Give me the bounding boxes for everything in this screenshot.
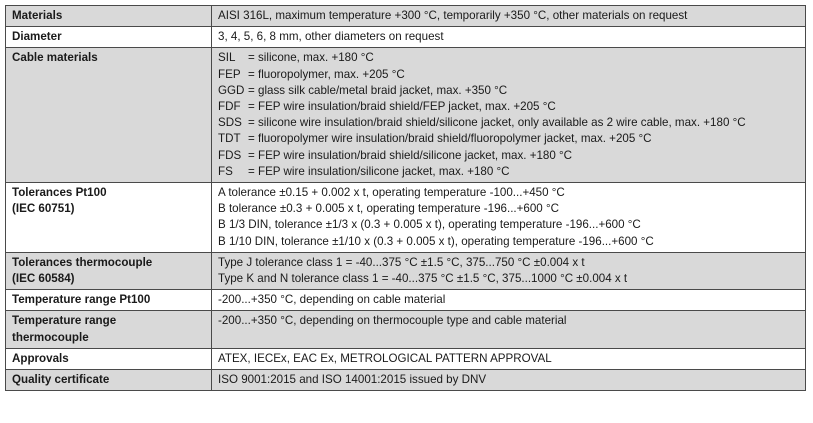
- value-line: ATEX, IECEx, EAC Ex, METROLOGICAL PATTERN APPROVAL: [218, 351, 552, 365]
- row-label-quality-certificate: [6, 370, 212, 391]
- value-line: ISO 9001:2015 and ISO 14001:2015 issued by DNV: [218, 373, 487, 387]
- row-value-approvals: [212, 348, 806, 369]
- row-label-diameter: [6, 27, 212, 48]
- label-line: thermocouple: [12, 330, 89, 344]
- cable-material-item: [218, 148, 801, 164]
- label-line: Temperature range Pt100: [12, 293, 151, 307]
- table-row-quality-certificate: [6, 370, 806, 391]
- cable-material-desc: = FEP wire insulation/silicone jacket, max. +180 °C: [248, 164, 510, 178]
- row-value-diameter: [212, 27, 806, 48]
- value-line: -200...+350 °C, depending on cable material: [218, 293, 446, 307]
- row-value-temperature-range-thermocouple: [212, 311, 806, 348]
- cable-material-code: TDT: [218, 132, 241, 146]
- table-row-approvals: [6, 348, 806, 369]
- row-value-tolerances-thermocouple: [212, 252, 806, 289]
- cable-material-code: FDS: [218, 148, 242, 162]
- cable-material-desc: = silicone wire insulation/braid shield/silicone jacket, only available as 2 wire cable, max. +180 °C: [248, 116, 746, 130]
- cable-material-item: [218, 83, 801, 99]
- cable-material-item: [218, 50, 801, 66]
- label-line: Approvals: [12, 351, 69, 365]
- label-line: (IEC 60584): [12, 272, 75, 286]
- row-label-approvals: [6, 348, 212, 369]
- cable-material-item: [218, 99, 801, 115]
- row-label-temperature-range-thermocouple: [6, 311, 212, 348]
- value-line: B 1/3 DIN, tolerance ±1/3 x (0.3 + 0.005 x t), operating temperature -196...+600 °C: [218, 218, 641, 232]
- cable-material-item: [218, 131, 801, 147]
- cable-material-item: [218, 115, 801, 131]
- value-line: B 1/10 DIN, tolerance ±1/10 x (0.3 + 0.005 x t), operating temperature -196...+600 °C: [218, 234, 654, 248]
- label-line: Cable materials: [12, 51, 98, 65]
- value-line: Type J tolerance class 1 = -40...375 °C ±1.5 °C, 375...750 °C ±0.004 x t: [218, 255, 585, 269]
- row-label-tolerances-pt100: [6, 183, 212, 253]
- cable-material-item: [218, 67, 801, 83]
- value-line: B tolerance ±0.3 + 0.005 x t, operating temperature -196...+600 °C: [218, 202, 559, 216]
- row-value-tolerances-pt100: [212, 183, 806, 253]
- label-line: Temperature range: [12, 314, 117, 328]
- table-row-temperature-range-pt100: [6, 290, 806, 311]
- cable-material-code: FDF: [218, 100, 241, 114]
- table-row-tolerances-pt100: [6, 183, 806, 253]
- cable-material-code: SIL: [218, 51, 236, 65]
- row-label-tolerances-thermocouple: [6, 252, 212, 289]
- spec-table-container: [5, 5, 805, 391]
- cable-material-desc: = fluoropolymer wire insulation/braid shield/fluoropolymer jacket, max. +205 °C: [248, 132, 652, 146]
- row-value-quality-certificate: [212, 370, 806, 391]
- row-value-temperature-range-pt100: [212, 290, 806, 311]
- label-line: Diameter: [12, 30, 62, 44]
- label-line: Tolerances Pt100: [12, 186, 107, 200]
- value-line: AISI 316L, maximum temperature +300 °C, temporarily +350 °C, other materials on request: [218, 9, 688, 22]
- cable-material-code: GGD: [218, 83, 245, 97]
- label-line: Materials: [12, 9, 63, 22]
- table-row-cable-materials: [6, 48, 806, 183]
- value-line: -200...+350 °C, depending on thermocouple type and cable material: [218, 314, 567, 328]
- cable-material-code: SDS: [218, 116, 242, 130]
- specification-table: [5, 5, 806, 391]
- table-row-materials: [6, 6, 806, 27]
- label-line: Tolerances thermocouple: [12, 255, 153, 269]
- row-label-temperature-range-pt100: [6, 290, 212, 311]
- cable-material-code: FS: [218, 164, 233, 178]
- label-line: Quality certificate: [12, 373, 110, 387]
- cable-material-desc: = fluoropolymer, max. +205 °C: [248, 67, 405, 81]
- value-line: A tolerance ±0.15 + 0.002 x t, operating temperature -100...+450 °C: [218, 186, 565, 200]
- cable-material-desc: = FEP wire insulation/braid shield/silicone jacket, max. +180 °C: [248, 148, 573, 162]
- row-value-cable-materials: [212, 48, 806, 183]
- value-line: Type K and N tolerance class 1 = -40...375 °C ±1.5 °C, 375...1000 °C ±0.004 x t: [218, 272, 628, 286]
- cable-material-item: [218, 164, 801, 180]
- row-value-materials: [212, 6, 806, 27]
- cable-material-desc: = FEP wire insulation/braid shield/FEP jacket, max. +205 °C: [248, 100, 556, 114]
- label-line: (IEC 60751): [12, 202, 75, 216]
- row-label-materials: [6, 6, 212, 27]
- cable-material-desc: = glass silk cable/metal braid jacket, max. +350 °C: [248, 83, 508, 97]
- cable-material-code: FEP: [218, 67, 241, 81]
- value-line: 3, 4, 5, 6, 8 mm, other diameters on request: [218, 30, 444, 44]
- table-row-tolerances-thermocouple: [6, 252, 806, 289]
- row-label-cable-materials: [6, 48, 212, 183]
- cable-material-desc: = silicone, max. +180 °C: [248, 51, 374, 65]
- table-row-temperature-range-thermocouple: [6, 311, 806, 348]
- table-row-diameter: [6, 27, 806, 48]
